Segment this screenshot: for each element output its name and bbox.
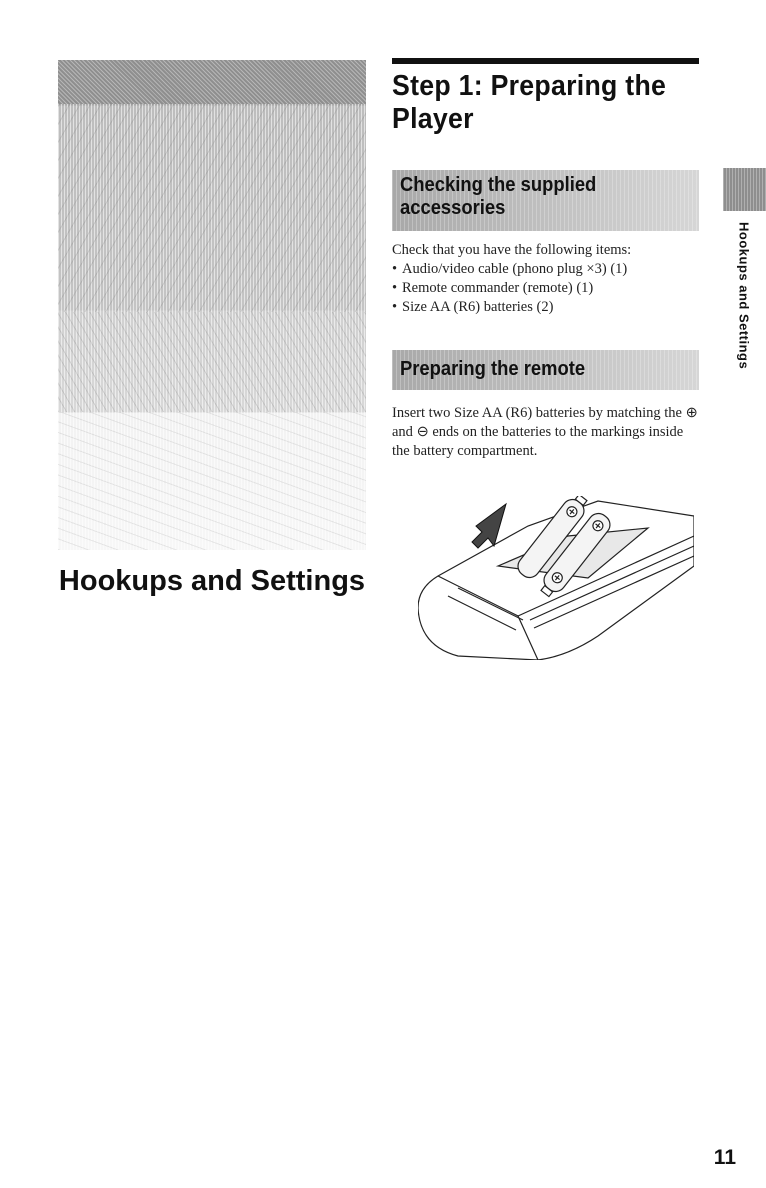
remote-battery-illustration (418, 496, 694, 660)
section-cover-photo (58, 60, 366, 550)
photo-mid-band (58, 104, 366, 312)
page-title: Step 1: Preparing the Player (392, 70, 667, 135)
minus-symbol: ⊖ (416, 424, 429, 440)
list-item: • Audio/video cable (phono plug ×3) (1) (392, 260, 702, 279)
remote-text-c: ends on the batteries to the markings inside the battery compartment. (392, 424, 684, 459)
accessories-list (392, 260, 702, 317)
accessories-intro: Check that you have the following items: (392, 242, 632, 258)
remote-text-b: and (392, 424, 413, 440)
subheading-remote-text: Preparing the remote (400, 358, 586, 380)
photo-header-band (58, 60, 366, 104)
remote-instructions (392, 404, 702, 461)
subheading-accessories (392, 170, 699, 231)
title-rule (392, 58, 699, 64)
subheading-remote (392, 350, 699, 390)
side-tab-label: Hookups and Settings (736, 222, 752, 370)
list-item: • Remote commander (remote) (1) (392, 279, 702, 298)
accessories-text (392, 241, 702, 317)
subheading-accessories-text: Checking the supplied accessories (400, 174, 597, 219)
section-title: Hookups and Settings (58, 565, 366, 597)
remote-text-a: Insert two Size AA (R6) batteries by matching the (392, 405, 682, 421)
page-number: 11 (713, 1146, 736, 1169)
plus-symbol: ⊕ (685, 405, 698, 421)
side-tab-marker (723, 168, 766, 211)
photo-bottom-band (58, 412, 366, 550)
list-item: • Size AA (R6) batteries (2) (392, 298, 702, 317)
photo-lower-band (58, 312, 366, 412)
